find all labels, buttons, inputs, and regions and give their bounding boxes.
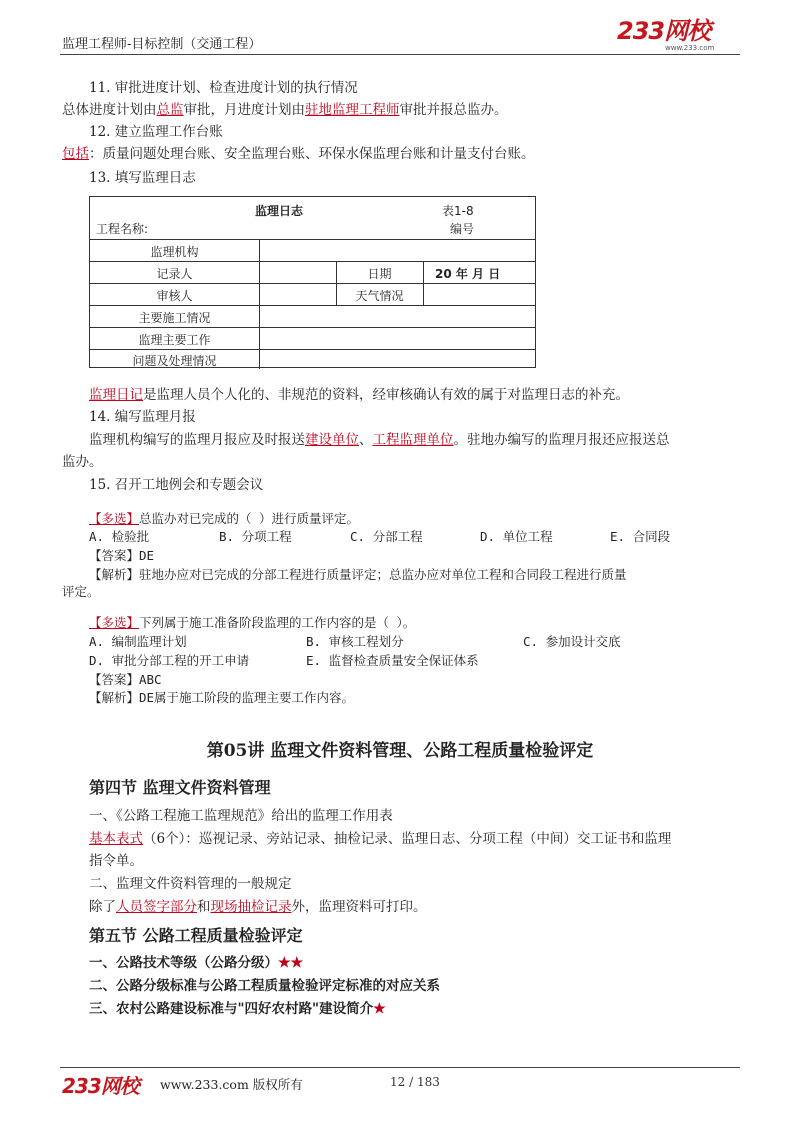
header-title: 监理工程师-目标控制（交通工程）	[62, 37, 262, 52]
item-13-title: 13. 填写监理日志	[89, 170, 196, 186]
item-12-title: 12. 建立监理工作台账	[89, 124, 223, 140]
section-5-item-2: 二、公路分级标准与公路工程质量检验评定标准的对应关系	[89, 978, 440, 994]
row-supervision-org: 监理机构	[150, 245, 199, 259]
header-divider	[60, 54, 740, 55]
q1-option-d: D. 单位工程	[480, 529, 553, 544]
item-14-text-cont: 监办。	[62, 454, 103, 470]
section-4-item-1-text: 基本表式（6个）：巡视记录、旁站记录、抽检记录、监理日志、分项工程（中间）交工证书和监理	[89, 831, 672, 847]
row-reviewer: 审核人	[156, 289, 193, 303]
q2-analysis: 【解析】DE属于施工阶段的监理主要工作内容。	[89, 690, 355, 705]
footer-divider	[60, 1067, 740, 1068]
footer-logo: 233网校	[62, 1074, 139, 1098]
row-main-supervision-work: 监理主要工作	[138, 333, 211, 347]
item-11-text: 总体进度计划由总监审批，月进度计划由驻地监理工程师审批并报总监办。	[62, 102, 508, 118]
logo-url: www.233.com	[665, 44, 715, 52]
item-11-title: 11. 审批进度计划、检查进度计划的执行情况	[89, 80, 358, 96]
star-icon: ★	[373, 1001, 386, 1017]
q2-option-e: E. 监督检查质量安全保证体系	[306, 653, 479, 668]
q1-option-b: B. 分项工程	[219, 529, 292, 544]
q2-option-a: A. 编制监理计划	[89, 634, 187, 649]
q1-answer: 【答案】DE	[89, 548, 155, 563]
item-12-text: 包括：质量问题处理台账、安全监理台账、环保水保监理台账和计量支付台账。	[62, 146, 535, 162]
weather-label: 天气情况	[355, 289, 404, 303]
q1-option-a: A. 检验批	[89, 529, 150, 544]
table-title: 监理日志	[255, 204, 304, 218]
footer-copyright: www.233.com 版权所有	[160, 1077, 303, 1092]
section-4-item-2-text: 除了人员签字部分和现场抽检记录外，监理资料可打印。	[89, 899, 427, 915]
row-issues-handling: 问题及处理情况	[132, 354, 217, 368]
star-icon: ★★	[278, 955, 304, 971]
item-15-title: 15. 召开工地例会和专题会议	[89, 477, 264, 493]
supervision-log-table	[89, 196, 536, 368]
q1-option-c: C. 分部工程	[350, 529, 423, 544]
highlight-construction-unit: 建设单位	[305, 432, 359, 448]
q1-analysis-cont: 评定。	[62, 584, 100, 599]
lecture-title: 第05讲 监理文件资料管理、公路工程质量检验评定	[206, 741, 594, 761]
brand-logo	[617, 18, 737, 54]
q2-option-c: C. 参加设计交底	[523, 634, 621, 649]
item-14-text: 监理机构编写的监理月报应及时报送建设单位、工程监理单位。驻地办编写的监理月报还应报送总	[89, 432, 670, 448]
section-5-heading: 第五节 公路工程质量检验评定	[89, 926, 303, 945]
q2-answer: 【答案】ABC	[89, 672, 162, 687]
q2-option-d: D. 审批分部工程的开工申请	[89, 653, 250, 668]
highlight-site-inspection-record: 现场抽检记录	[210, 899, 292, 915]
q1-tag: 【多选】	[89, 511, 140, 526]
q2-tag: 【多选】	[89, 615, 140, 630]
section-4-item-1: 一、《公路工程施工监理规范》给出的监理工作用表	[89, 808, 393, 824]
q2-option-b: B. 审核工程划分	[306, 634, 404, 649]
row-recorder: 记录人	[156, 267, 193, 281]
date-value: 20 年 月 日	[435, 267, 501, 281]
page-number: 12 / 183	[390, 1075, 440, 1089]
highlight-supervision-unit: 工程监理单位	[372, 432, 454, 448]
highlight-includes: 包括	[62, 146, 89, 162]
log-diary-note: 监理日记是监理人员个人化的、非规范的资料，经审核确认有效的属于对监理日志的补充。	[89, 387, 629, 403]
table-form-number: 表1-8	[442, 204, 474, 218]
highlight-signature-part: 人员签字部分	[116, 899, 197, 915]
date-label: 日期	[367, 267, 392, 281]
section-4-item-2: 二、监理文件资料管理的一般规定	[89, 876, 292, 892]
q1-stem: 【多选】总监办对已完成的（ ）进行质量评定。	[89, 511, 360, 526]
highlight-supervision-diary: 监理日记	[89, 387, 143, 403]
section-4-heading: 第四节 监理文件资料管理	[89, 778, 271, 797]
highlight-chief-supervisor: 总监	[156, 102, 184, 118]
q1-analysis: 【解析】驻地办应对已完成的分部工程进行质量评定；总监办应对单位工程和合同段工程进行质量	[89, 567, 627, 582]
project-name-label: 工程名称:	[96, 222, 149, 236]
highlight-resident-engineer: 驻地监理工程师	[305, 102, 400, 118]
highlight-basic-forms: 基本表式	[89, 831, 143, 847]
q2-stem: 【多选】下列属于施工准备阶段监理的工作内容的是（ ）。	[89, 615, 416, 630]
section-4-item-1-text-cont: 指令单。	[89, 853, 143, 869]
section-5-item-3: 三、农村公路建设标准与"四好农村路"建设简介★	[89, 1001, 386, 1017]
section-5-item-1: 一、公路技术等级（公路分级）★★	[89, 955, 304, 971]
q1-option-e: E. 合同段	[610, 529, 671, 544]
item-14-title: 14. 编写监理月报	[89, 409, 196, 425]
logo-text: 233网校	[617, 17, 711, 45]
row-main-construction: 主要施工情况	[138, 311, 211, 325]
number-label: 编号	[450, 222, 475, 236]
